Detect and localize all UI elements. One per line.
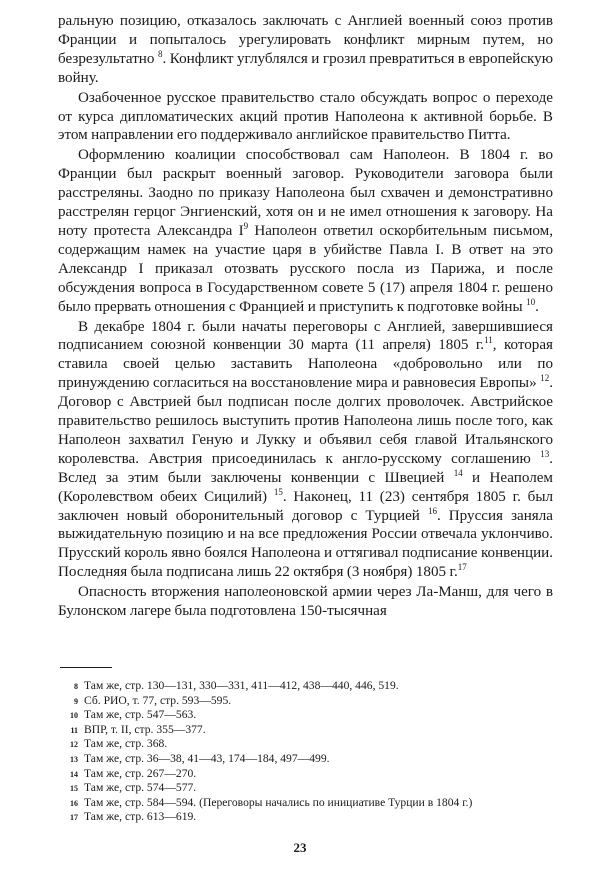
footnote: [60, 781, 553, 796]
footnote-ref: 16: [427, 505, 437, 516]
main-text: [58, 12, 553, 621]
footnote-text: Там же, стр. 36—38, 41—43, 174—184, 497—499.: [84, 751, 330, 765]
footnote-ref: 11: [484, 335, 493, 346]
footnote-text: Там же, стр. 547—563.: [84, 708, 197, 722]
footnote-ref: 12: [540, 373, 550, 384]
footnote-number: 8: [74, 682, 78, 691]
footnote-number: 13: [70, 754, 78, 764]
paragraph-text: , которая ставила своей целью заставить Наполеона «добровольно или по принуждению согласиться на восстановление мира и равновесия Европы»: [58, 337, 553, 392]
paragraph-text: Опасность вторжения наполеоновской армии через Ла-Манш, для чего в Булонском лагере была подготовлена 150-тысячная: [58, 584, 553, 620]
footnote-number: 9: [74, 696, 78, 706]
footnote-text: Там же, стр. 584—594. (Переговоры начались по инициативе Турции в 1804 г.): [84, 795, 473, 809]
paragraph: [58, 89, 553, 146]
paragraph-text: и Неаполем (Королевством обеих Сицилий): [58, 469, 553, 505]
paragraph: [58, 12, 553, 88]
footnote: [60, 679, 553, 694]
footnote: [60, 694, 553, 709]
paragraph-text: ральную позицию, отказалось заключать с Англией военный союз против Франции и попыталось урегулировать конфликт мирным путем, но безрезультатно: [58, 13, 553, 67]
paragraph: [58, 318, 553, 583]
footnote-ref: 14: [453, 467, 463, 478]
paragraph-text: . Конфликт углублялся и грозил превратиться в европейскую войну.: [58, 50, 553, 86]
footnote-number: 14: [70, 769, 78, 779]
paragraph-text: .: [535, 298, 539, 315]
footnote-separator: [60, 667, 112, 668]
footnote-text: Там же, стр. 267—270.: [84, 766, 197, 780]
footnote-number: 15: [70, 784, 78, 794]
paragraph-text: . Наконец, 11 (23) сентября 1805 г. был заключен новый оборонительный договор с Турцией: [58, 488, 553, 524]
footnote: [60, 810, 553, 825]
footnote-text: Сб. РИО, т. 77, стр. 593—595.: [84, 693, 232, 707]
footnote: [60, 796, 553, 811]
footnote: [60, 752, 553, 767]
paragraph-text: . Вслед за этим были заключены конвенции с Швецией: [58, 450, 553, 486]
footnote-text: Там же, стр. 368.: [84, 737, 168, 751]
footnote-ref: 13: [540, 448, 550, 459]
footnote-ref: 8: [157, 48, 163, 59]
footnote-text: ВПР, т. II, стр. 355—377.: [84, 722, 206, 736]
footnote-ref: 9: [243, 220, 249, 231]
footnote-number: 17: [70, 813, 78, 823]
paragraph-text: Озабоченное русское правительство стало обсуждать вопрос о переходе от курса дипломатических акций против Наполеона к активной борьбе. В этом направлении его поддерживало английское правительство Питта.: [58, 89, 553, 144]
paragraph-text: Оформлению коалиции способствовал сам Наполеон. В 1804 г. во Франции был раскрыт военный заговор. Руководители заговора были расстреляны. Заодно по приказу Наполеона был схвачен и демонстративно расстрелян герцог Энгиенский, хотя он и не имел отношения к заговору. На ноту протеста Александра I: [58, 147, 553, 239]
footnote-number: 16: [70, 798, 78, 808]
footnote-ref: 15: [273, 486, 283, 497]
paragraph-text: В декабре 1804 г. были начаты переговоры с Англией, завершившиеся подписанием союзной конвенции 30 марта (11 апреля) 1805 г.: [58, 318, 553, 354]
footnote-text: Там же, стр. 574—577.: [84, 781, 197, 795]
footnote-number: 12: [70, 740, 78, 750]
footnote-number: 11: [70, 725, 78, 735]
footnote-text: Там же, стр. 130—131, 330—331, 411—412, 438—440, 446, 519.: [84, 679, 399, 692]
paragraph-text: Наполеон ответил оскорбительным письмом, содержащим намек на участие царя в убийстве Павла I. В ответ на это Александр I приказал отозвать русского посла из Парижа, и после обсуждения вопроса в Государственном совете 5 (17) апреля 1804 г. решено было прервать отношения с Францией и приступить к подготовке войны: [58, 222, 553, 315]
paragraph-text: . Пруссия заняла выжидательную позицию и на все предложения России отвечала уклончиво. Прусский король явно боялся Наполеона и оттягивал подписание конвенции. Последняя была подписана лишь 22 октября (3 ноября) 1805 г.: [58, 507, 553, 581]
footnote: [60, 767, 553, 782]
footnote-ref: 10: [526, 296, 536, 307]
paragraph: [58, 583, 553, 621]
footnote-ref: 17: [457, 562, 467, 573]
page-number: 23: [293, 840, 307, 855]
footnote: [60, 708, 553, 723]
footnote: [60, 723, 553, 738]
paragraph: [58, 146, 553, 316]
footnote: [60, 737, 553, 752]
paragraph-text: . Договор с Австрией был подписан после долгих проволочек. Австрийское правительство решилось выступить против Наполеона лишь после того, как Наполеон захватил Геную и Лукку и объявил себя главой Итальянского королевства. Австрия присоединилась к англо-русскому соглашению: [58, 375, 553, 467]
footnotes: [60, 679, 553, 825]
footnote-number: 10: [70, 711, 78, 721]
footnote-text: Там же, стр. 613—619.: [84, 810, 197, 824]
